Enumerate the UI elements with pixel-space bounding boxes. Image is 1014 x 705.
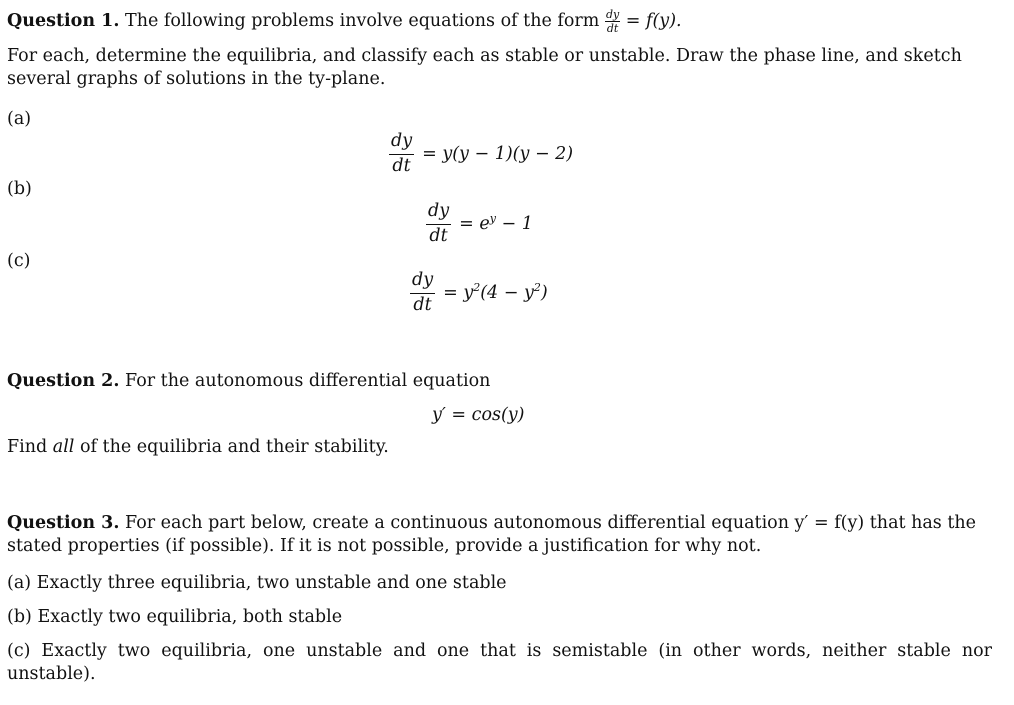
q1-part-c-rhs-exponent-2: 2 — [533, 280, 541, 294]
q1-part-c-rhs-tail: (4 − y — [480, 282, 534, 303]
q1-part-a-fraction — [389, 133, 414, 175]
q1-part-b-rhs-base: = e — [459, 213, 490, 234]
q1-part-c-label: (c) — [7, 251, 31, 271]
form-fraction-denominator: dt — [606, 22, 619, 35]
q1-part-b-rhs — [459, 213, 533, 236]
q1-part-c-rhs-base: = y — [443, 282, 474, 303]
q3-part-b — [7, 606, 992, 629]
q1-part-c-denominator: dt — [413, 294, 432, 315]
question-2-prompt-emphasis: all — [52, 437, 75, 457]
q1-part-c-rhs — [443, 282, 548, 305]
form-fraction — [605, 9, 620, 34]
form-fraction-numerator: dy — [605, 8, 620, 21]
question-1-heading — [7, 9, 992, 34]
q1-part-a-numerator: dy — [389, 133, 414, 155]
question-2-heading — [7, 370, 992, 393]
question-2-prompt-post: of the equilibria and their stability. — [74, 437, 389, 457]
q1-part-b-label: (b) — [7, 179, 32, 199]
q1-part-a-denominator: dt — [392, 155, 411, 176]
q3-part-c-label: (c) — [7, 641, 31, 661]
q1-part-a-equation — [389, 133, 573, 175]
q1-part-c-equation — [410, 272, 548, 314]
question-3-intro: For each part below, create a continuous autonomous differential equation y′ = f(y) that has the stated properties (if possible). If it is not possible, provide a justification for why not. — [7, 513, 977, 556]
q1-part-a-rhs: = y(y − 1)(y − 2) — [422, 143, 574, 164]
question-2-label: Question 2. — [7, 371, 120, 391]
question-2-intro: For the autonomous differential equation — [125, 371, 491, 391]
question-2-equation-text: y′ = cos(y) — [432, 405, 525, 425]
q1-part-c-rhs-exponent: 2 — [473, 280, 481, 294]
question-1-label: Question 1. — [7, 11, 120, 31]
q1-part-b-denominator: dt — [429, 225, 448, 246]
form-rhs: = f(y). — [625, 11, 682, 31]
question-2-equation — [432, 404, 525, 427]
question-1-intro: The following problems involve equations of the form — [125, 11, 600, 31]
q3-part-a-label: (a) — [7, 573, 32, 593]
question-2-prompt-pre: Find — [7, 437, 53, 457]
q3-part-c — [7, 640, 992, 686]
q1-part-b-equation — [426, 203, 533, 245]
q1-part-b-rhs-exponent: y — [489, 211, 496, 225]
q1-part-b-rhs-tail: − 1 — [495, 213, 533, 234]
q3-part-b-text: Exactly two equilibria, both stable — [37, 607, 343, 627]
q1-part-c-fraction — [410, 272, 435, 314]
question-2-prompt — [7, 436, 992, 459]
q3-part-b-label: (b) — [7, 607, 32, 627]
q3-part-a — [7, 572, 992, 595]
q1-part-b-fraction — [426, 203, 451, 245]
q1-part-a-label: (a) — [7, 109, 32, 129]
question-3-label: Question 3. — [7, 513, 120, 533]
q3-part-a-text: Exactly three equilibria, two unstable and one stable — [36, 573, 507, 593]
q1-part-b-numerator: dy — [426, 203, 451, 225]
question-3-heading — [7, 512, 992, 558]
question-1-instructions: For each, determine the equilibria, and classify each as stable or unstable. Draw the phase line, and sketch several graphs of solutions in the ty-plane. — [7, 46, 962, 89]
q3-part-c-text: Exactly two equilibria, one unstable and one that is semistable (in other words, neither stable nor unstable). — [7, 641, 992, 684]
q1-part-c-rhs-tail-2: ) — [540, 282, 548, 303]
q1-part-c-numerator: dy — [410, 272, 435, 294]
